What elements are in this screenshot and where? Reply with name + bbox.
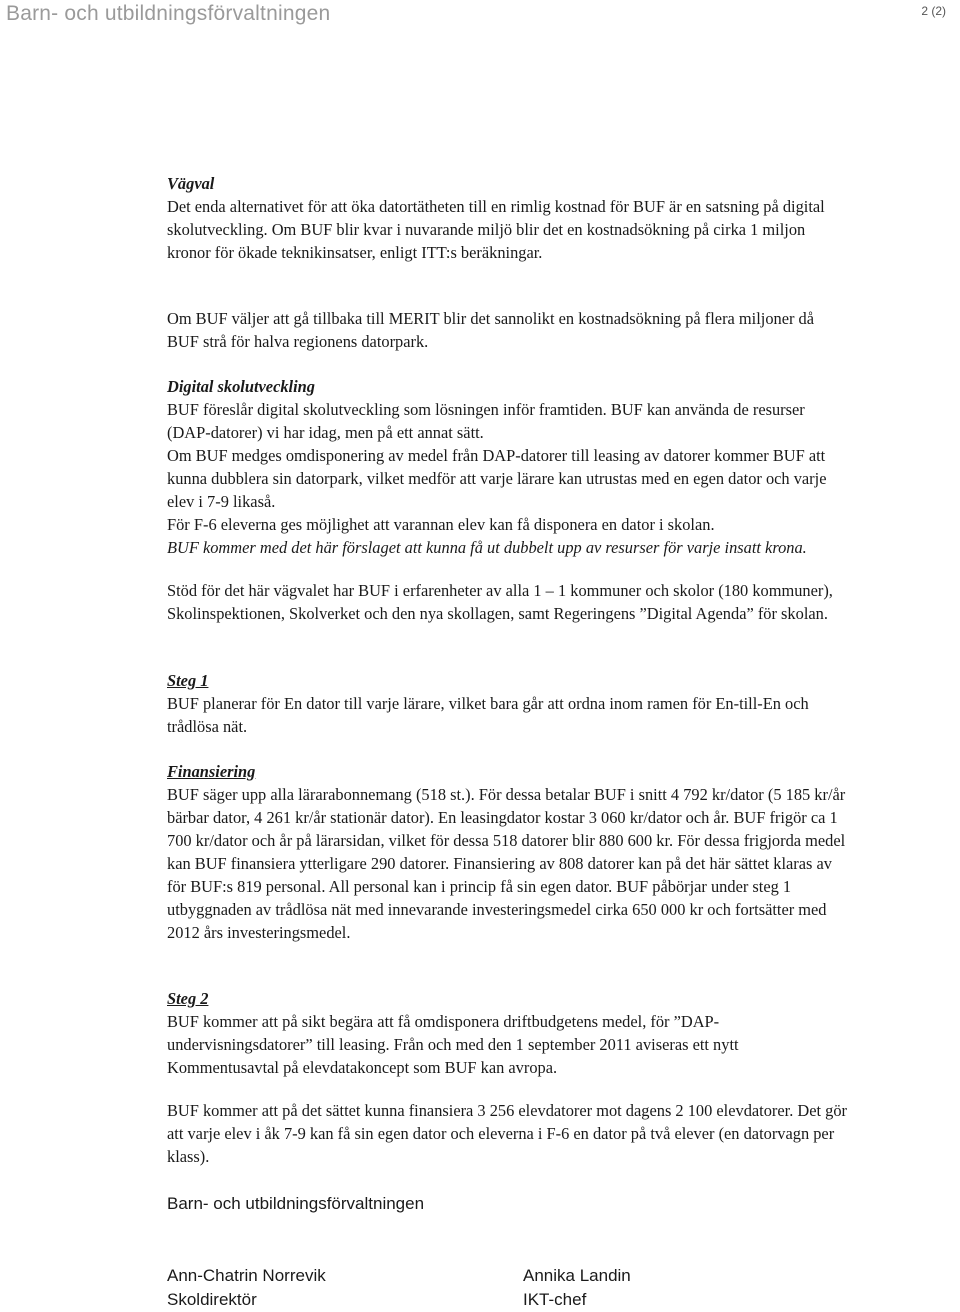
paragraph-italic: BUF kommer med det här förslaget att kunna få ut dubbelt upp av resurser för varje insatt krona. <box>167 538 807 557</box>
signer-name: Ann-Chatrin Norrevik <box>167 1266 326 1285</box>
document-header-title: Barn- och utbildningsförvaltningen <box>6 2 331 25</box>
signature-block-2 <box>523 1264 631 1312</box>
heading-digital-skolutveckling: Digital skolutveckling <box>167 377 315 396</box>
heading-steg-2: Steg 2 <box>167 989 209 1008</box>
heading-finansiering: Finansiering <box>167 762 256 781</box>
signer-title: Skoldirektör <box>167 1290 257 1309</box>
section-digital-stod <box>167 579 847 625</box>
signer-name: Annika Landin <box>523 1266 631 1285</box>
heading-steg-1: Steg 1 <box>167 671 209 690</box>
paragraph: BUF säger upp alla lärarabonnemang (518 st.). För dessa betalar BUF i snitt 4 792 kr/dator (5 185 kr/år bärbar dator, 4 261 kr/år stationär dator). En leasingdator kostar 3 060 kr/dator och år. BUF frigör ca 1 700 kr/dator och år på lärarsidan, vilket för dessa 518 datorer blir 880 600 kr. För dessa frigjorda medel kan BUF finansiera ytterligare 290 datorer. Finansiering av 808 datorer kan på det här sättet klaras av för BUF:s 819 personal. All personal kan i princip få sin egen dator. BUF påbörjar under steg 1 utbyggnaden av trådlösa nät med innevarande investeringsmedel cirka 650 000 kr och fortsätter med 2012 års investeringsmedel. <box>167 785 846 942</box>
paragraph: BUF kommer att på det sättet kunna finansiera 3 256 elevdatorer mot dagens 2 100 elevdatorer. Det gör att varje elev i åk 7-9 kan få sin egen dator och eleverna i F-6 en dator på två elever (en datorvagn per klass). <box>167 1101 848 1166</box>
section-digital <box>167 375 847 559</box>
paragraph: BUF planerar för En dator till varje lärare, vilket bara går att ordna inom ramen för En-till-En och trådlösa nät. <box>167 694 809 736</box>
section-steg2 <box>167 987 847 1079</box>
page-number: 2 (2) <box>921 4 946 18</box>
signer-title: IKT-chef <box>523 1290 587 1309</box>
paragraph: Det enda alternativet för att öka datortätheten till en rimlig kostnad för BUF är en satsning på digital skolutveckling. Om BUF blir kvar i nuvarande miljö blir det en kostnadsökning på cirka 1 miljon kronor för ökade teknikinsatser, enligt ITT:s beräkningar. <box>167 197 825 262</box>
paragraph: Om BUF väljer att gå tillbaka till MERIT blir det sannolikt en kostnadsökning på flera miljoner då BUF strå för halva regionens datorpark. <box>167 309 815 351</box>
section-steg2-finans <box>167 1099 847 1168</box>
paragraph: För F-6 eleverna ges möjlighet att varannan elev kan få disponera en dator i skolan. <box>167 515 715 534</box>
section-vagval-merit <box>167 307 847 353</box>
paragraph: BUF föreslår digital skolutveckling som lösningen inför framtiden. BUF kan använda de resurser (DAP-datorer) vi har idag, men på ett annat sätt. <box>167 400 805 442</box>
signature-block-1 <box>167 1264 326 1312</box>
section-steg1 <box>167 669 847 738</box>
section-finansiering <box>167 760 847 944</box>
footer-org: Barn- och utbildningsförvaltningen <box>167 1194 425 1213</box>
heading-vagval: Vägval <box>167 174 215 193</box>
paragraph: BUF kommer att på sikt begära att få omdisponera driftbudgetens medel, för ”DAP-undervisningsdatorer” till leasing. Från och med den 1 september 2011 aviseras ett nytt Kommentusavtal på elevdatakoncept som BUF kan avropa. <box>167 1012 739 1077</box>
paragraph: Om BUF medges omdisponering av medel från DAP-datorer till leasing av datorer kommer BUF att kunna dubblera sin datorpark, vilket medför att varje lärare kan utrustas med en egen dator och varje elev i 7-9 likaså. <box>167 446 827 511</box>
paragraph: Stöd för det här vägvalet har BUF i erfarenheter av alla 1 – 1 kommuner och skolor (180 kommuner), Skolinspektionen, Skolverket och den nya skollagen, samt Regeringens ”Digital Agenda” för skolan. <box>167 581 833 623</box>
section-vagval <box>167 172 847 264</box>
